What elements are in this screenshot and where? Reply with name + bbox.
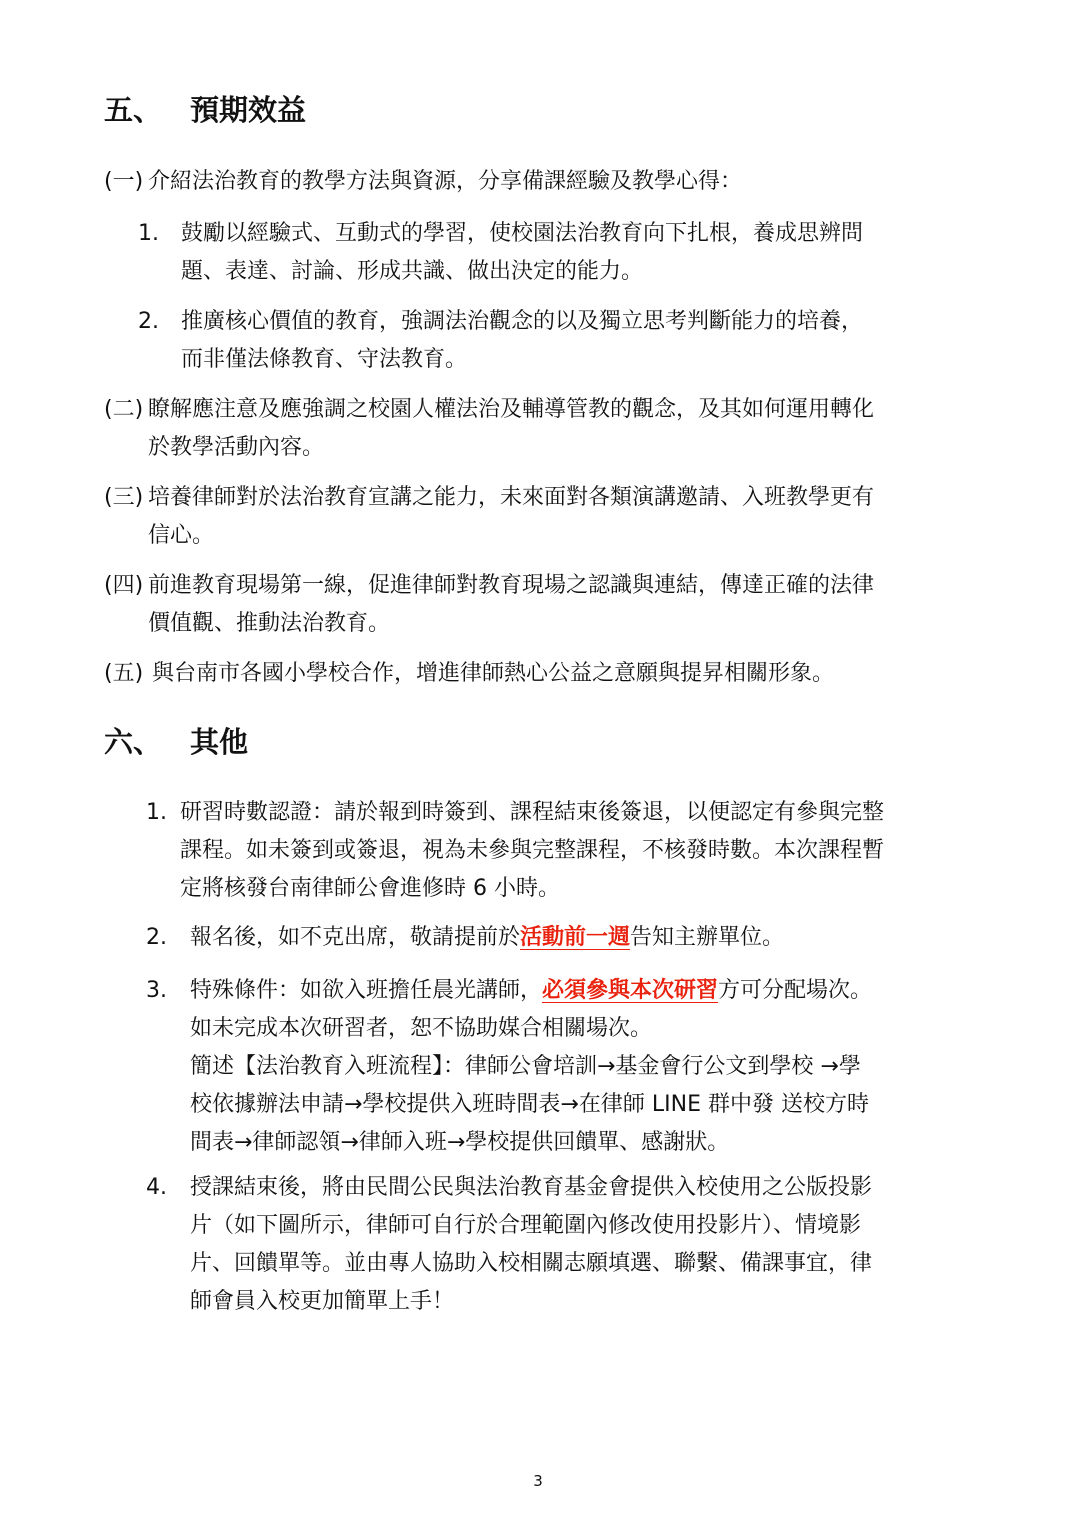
item-marker: (五) — [104, 661, 144, 686]
section-title: 預期效益 — [190, 93, 307, 127]
item-line: 鼓勵以經驗式、互動式的學習，使校園法治教育向下扎根，養成思辨問 — [181, 221, 864, 246]
emphasis-text: 必須參與本次研習 — [542, 978, 719, 1003]
line-text: 告知主辦單位。 — [630, 925, 785, 950]
item-line: 師會員入校更加簡單上手！ — [190, 1289, 455, 1314]
item-marker: 1. — [146, 800, 167, 825]
item-line: 如未完成本次研習者，恕不協助媒合相關場次。 — [190, 1016, 653, 1041]
item-marker: (一) — [104, 169, 144, 194]
item-marker: (四) — [104, 573, 144, 598]
item-line: 於教學活動內容。 — [148, 435, 325, 460]
item-line: 培養律師對於法治教育宣講之能力，未來面對各類演講邀請、入班教學更有 — [148, 485, 875, 510]
item-line: 題、表達、討論、形成共識、做出決定的能力。 — [181, 259, 644, 284]
item-line: 價值觀、推動法治教育。 — [148, 611, 391, 636]
line-text: 報名後，如不克出席，敬請提前於 — [190, 925, 521, 950]
item-marker: 3. — [146, 978, 167, 1003]
item-marker: (三) — [104, 485, 144, 510]
item-line — [190, 919, 784, 957]
item-line — [190, 972, 872, 1010]
item-line: 片（如下圖所示，律師可自行於合理範圍內修改使用投影片）、情境影 — [190, 1213, 862, 1238]
page-number: 3 — [533, 1472, 543, 1490]
item-line: 簡述【法治教育入班流程】：律師公會培訓→基金會行公文到學校 →學 — [190, 1054, 861, 1079]
item-line: 瞭解應注意及應強調之校園人權法治及輔導管教的觀念，及其如何運用轉化 — [148, 397, 875, 422]
item-line: 校依據辦法申請→學校提供入班時間表→在律師 LINE 群中發 送校方時 — [190, 1092, 869, 1117]
section-number: 五、 — [104, 93, 163, 127]
item-marker: 2. — [146, 925, 167, 950]
section-heading-6 — [104, 722, 504, 762]
section-number: 六、 — [104, 725, 163, 759]
item-line: 推廣核心價值的教育，強調法治觀念的以及獨立思考判斷能力的培養， — [181, 309, 864, 334]
line-text: 特殊條件：如欲入班擔任晨光講師， — [190, 978, 543, 1003]
item-line: 課程。如未簽到或簽退，視為未參與完整課程，不核發時數。本次課程暫 — [180, 838, 885, 863]
item-line: 研習時數認證：請於報到時簽到、課程結束後簽退，以便認定有參與完整 — [180, 800, 885, 825]
item-marker: 2. — [138, 309, 159, 334]
item-line: 前進教育現場第一線，促進律師對教育現場之認識與連結，傳達正確的法律 — [148, 573, 875, 598]
line-text: 方可分配場次。 — [718, 978, 873, 1003]
item-line: 間表→律師認領→律師入班→學校提供回饋單、感謝狀。 — [190, 1130, 730, 1155]
item-line: 片、回饋單等。並由專人協助入校相關志願填選、聯繫、備課事宜，律 — [190, 1251, 873, 1276]
item-line: 信心。 — [148, 523, 215, 548]
emphasis-text: 活動前一週 — [520, 925, 631, 950]
item-line: 介紹法治教育的教學方法與資源，分享備課經驗及教學心得： — [148, 169, 743, 194]
item-line: 定將核發台南律師公會進修時 6 小時。 — [180, 876, 560, 901]
item-line: 授課結束後，將由民間公民與法治教育基金會提供入校使用之公版投影 — [190, 1175, 873, 1200]
item-line: 與台南市各國小學校合作，增進律師熱心公益之意願與提昇相關形象。 — [152, 661, 835, 686]
item-marker: 1. — [138, 221, 159, 246]
item-line: 而非僅法條教育、守法教育。 — [181, 347, 468, 372]
section-heading-5 — [104, 90, 504, 130]
item-marker: 4. — [146, 1175, 167, 1200]
section-title: 其他 — [190, 725, 249, 759]
item-marker: (二) — [104, 397, 144, 422]
